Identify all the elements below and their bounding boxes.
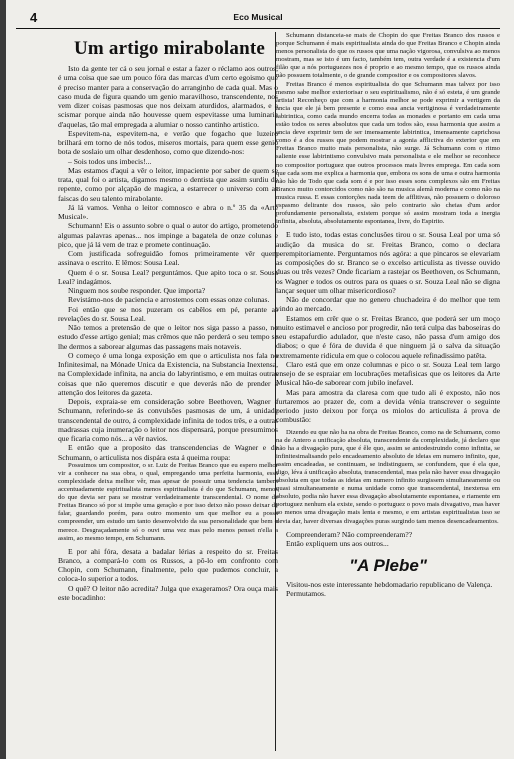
paragraph: O quê? O leitor não acredita? Julga que exageramos? Ora ouça mais este bocadinho: <box>58 583 278 602</box>
paragraph: Espevitem-na, espevitem-na, e verão que fogacho que luzeiro brilhará em torno de nós todos, miseros mortais, para quem esse genio bota de soslaio um olhar desdenhoso, como que dizendo-nos: <box>58 128 278 157</box>
left-column <box>58 32 278 755</box>
paragraph: O começo é uma longa exposição em que o articulista nos fala no Infinitesimal, na Mónade Unica da Existencia, na Substancia Inextensa, na Complexidade infinita, na ancia do labyrintismo, e em muitas outras coisas que não queremos discutir e que deverás não de prender a attenção dos leitores da gazeta. <box>58 350 278 397</box>
page-number: 4 <box>30 10 38 25</box>
notice-text: Visitou-nos este interessante hebdomadario republicano de Valença. <box>286 580 493 590</box>
paragraph: Mas para amostra da claresa com que tudo ali é exposto, não nos furtaremos ao prazer de, com a devida vénia transcrever o seguinte periodo justo deixou por força os miolos do articulista á prova de combustão: <box>276 387 500 425</box>
closing-line: Compreenderam? Não compreenderam?? <box>286 529 413 539</box>
publication-name: Eco Musical <box>233 12 283 22</box>
quoted-passage: Dizendo eu que não ha na obra de Freitas Branco, como na de Schumann, como na de Antero a unificação absoluta, transcendente da complexidade, já declaro que não ha a divagação pura, que é êle quo, assim se antodestruindo como infinita, se infinitesimalisando pelo encadeamento absoluto de ideias em numero infinito, que, assim encadeadas, se continuam, se indistinguem, se confundem, que é ela que, digo, léva á unificação absoluta, transcendental, mas pela não haver essa divagação absoluta em que todas as ideias em numero infinito surgissem simultaneamente ou quasi simultaneamente e numa unidade como que transcendental, inextensa em absoluto, podia não haver essa divagação absolutamente espontanea, e riamente em portuguez nenhum ela existe, sendo o portuguez o povo mais divagativo, mas haver ao menos uma divagação mais lenta e mesmo, e em artistas espiritualistas isso se devia dar, haver diversas divagações puras surgindo tam menos desencadeamentos. <box>276 428 500 525</box>
paragraph: Schumann! Eis o assunto sobre o qual o autor do artigo, prometendo algumas palavras apenas... nos impinge a bagatela de onze colunas e pico, que já lá vem de traz e promete continuação. <box>58 221 278 249</box>
right-column <box>276 32 500 755</box>
paragraph: Quem é o sr. Sousa Leal? perguntámos. Que apito toca o sr. Sousa Leal? indagámos. <box>58 267 278 286</box>
paragraph: Claro está que em onze columnas e pico o sr. Souza Leal tem largo ensejo de se espraiar em locubrações metafisicas que os leitores da Arte Musical hão-de saborear com jubilo inefavel. <box>276 359 500 388</box>
paragraph: Ninguem nos soube responder. Que importa? <box>68 286 206 295</box>
page-header <box>16 6 500 29</box>
page-binding-shadow <box>0 0 6 759</box>
notice-title: "A Plebe" <box>349 556 427 576</box>
quoted-passage: Schumann distanceia-se mais de Chopin do que Freitas Branco dos russos e porque Schumann é mais espiritualista ainda do que Freitas Branco e Chopin ainda menos personalista do que os russos que uma nação vigorosa, convulsiva ao menos mostram, mas se isto é um facto, também tem, outra verdade é a existencia d'um filão que a nós portuguezes nos é proprio e ao mesmo tempo, que os russos ainda não possuem totalmente, o de grande compositor e os compositores slavos. <box>276 32 500 80</box>
article-title: Um artigo mirabolante <box>74 38 265 59</box>
paragraph: Foi então que se nos puzeram os cabêlos em pé, perante as revelações do sr. Sousa Leal. <box>58 304 278 323</box>
closing-line: Então expliquem uns aos outros... <box>286 538 389 548</box>
quoted-passage: Freitas Branco é menos espiritualista do que Schumann mas talvez por isso mesmo sabe melhor exteriorisar o seu espiritualismo, não é só esteta, é um grande artista! Reconheço que com a harmonia melhor se pode exprimir a vertigem da ancia que ele já bem presente e como essa ancia vertiginosa é verdadeiramente labirintica, como cada mundo encerra todas as monades e portanto em cada uma estão todos os seres absolutos que cada um todos são, essa harmonia que assim a ancia deve exprimir tem de ser imensamente labirintica, imensamente caprichosa como é a dos russos que podem mostrar a agonia afflictiva do exterior que em Freitas Branco muito mais personalista, não surge. Já Schumann com o ritmo saliente esse labirintismo convulsivo mais personalista e ele melhor se reconhece no compositor portuguez que outros processos mais livres emprega. Em cada som que cada som me explica a harmonia que, embora os sons de uma e outra harmonia não hão de Todo que cada som é e por isso esses sons complexos são em Freitas Branco muito contorcidos como não são na musica alemã moderna e como não na musica russa. E essas contorções nada teem de afflitivas, não possuem o doloroso espasmo delirante dos russos, são pelo contrario são cheias d'um ardor profundamente personalista, existem porque só assim mostram toda a inergia infinita, absoluta, absolutamente espontanea, livre, do Espirito. <box>276 80 500 226</box>
paragraph: Já lá vamos. Venha o leitor comnosco e abra o n.º 35 da «Arte Musical». <box>58 202 278 221</box>
paragraph: Depois, expraia-se em consideração sobre Beethoven, Wagner e Schumann, referindo-se ás convulsões pasmosas de um, á unidade transcendental de outro, á complexidade infinita de todos três, e a outras madrassas cuja inumeração o leitor nos dispensará, porque presumimos que ficaria como nós... a vêr navios. <box>58 397 278 443</box>
paragraph: Mas estamos d'aqui a vêr o leitor, impaciente por saber de quem se trata, qual foi o artista, digamos mesmo o dentista que assim surdiu de repente, como por alçapão de magica, a estarrecer o universo com as faiscas do seu talento mirabolante. <box>58 165 278 203</box>
paragraph: Estamos em crêr que o sr. Freitas Branco, que poderá ser um moço muito estimavel e ancioso por progredir, não terá culpa das baboseiras do seu estapafurdio adulador, que n'este caso, não passa d'um amigo dos diabos; o que é fóra de duvida é que ninguem já o salva da situação extremamente ridicula em que o colocou aquele refinadissimo patêta. <box>276 313 500 360</box>
paragraph: Com justificada sofreguidão fomos primeiramente vêr quem assinava o escrito. E lêmos: Sousa Leal. <box>58 249 278 268</box>
paragraph: – Sois todos uns imbecis!... <box>68 156 152 166</box>
paragraph: E então que a proposito das transcendencias de Wagner e de Schumann, o articulista nos dispára esta á queima roupa: <box>58 443 278 462</box>
paragraph: E por ahi fóra, desata a badalar lérias a respeito do sr. Freitas Branco, a compará-lo com os Russos, a pô-lo em confronto com Chopin, com Schumann, finalmente, pelo que pudemos concluir, a coloca-lo superior a todos. <box>58 546 278 584</box>
paragraph: E tudo isto, todas estas conclusões tirou o sr. Sousa Leal por uma só audição da musica do sr. Freitas Branco, como o declara perempitoriamente. Perguntamos nós agóra: a que pincaros se elevariam as composições do sr. Branco se o excelso articulista as tivesse ouvido duas ou três vezes? Onde ficariam a rastejar os Beethoven, os Schumann, os Wagner e todos os outros para os quaes o sr. Souza Leal não se digna lançar sequer um olhar misericordioso? <box>276 230 500 295</box>
paragraph: Isto da gente ter cá o seu jornal e estar a fazer o réclamo aos outros, é uma coisa que sae um pouco fóra das marcas d'um certo egoismo que é preciso manter para a conservação do arranginho de cada qual. Mas o caso muda de figura quando um genio maravilhoso, transcendente, nos vem dizer coisas pasmosas que nos deixam aturdidos, alarmados, e a scismar porque ainda não houvesse quem espevitasse uma luminaria d'aquelas, tão mal empregada a alumiar o nosso cantinho artistico. <box>58 64 278 129</box>
paragraph: Revistámo-nos de paciencia e arrostemos com essas onze colunas. <box>68 295 270 305</box>
quoted-passage: Possuimos um compositor, o sr. Luiz de Freitas Branco que eu espero melhor vir a conhecer na sua obra, o qual, empregando uma perfeita harmonia, essa complexidade deixa melhor vêr, mas apesar de possuir uma tendencia tambem accentuadamente espiritualista menos espiritualista é do que Schumann, menos do que devia ser para se mostrar verdadeiramente transcendental. O nome de Freitas Branco só por si impõe uma geração e por isso deixo não posso deixar de falar, guardando porém, para outro momento um que melhor eu a possa compreender, um estudo um tanto desenvolvido da sua personalidade que bem o merece. Desgraçadamente só o ouvi uma vez mas pelo menos pensei n'ella a assim, ao mesmo tempo, em Schumann. <box>58 461 278 542</box>
notice-thanks: Permutamos. <box>286 589 326 599</box>
paragraph: Não temos a pretensão de que o leitor nos siga passo a passo, no estudo d'esse artigo genial; mas crêmos que não perderá o seu tempo se lhe dermos a saborear algumas das passagens mais notaveis. <box>58 323 278 351</box>
paragraph: Não de concordar que no genero chuchadeira é do melhor que tem vindo ao mercado. <box>276 295 500 314</box>
